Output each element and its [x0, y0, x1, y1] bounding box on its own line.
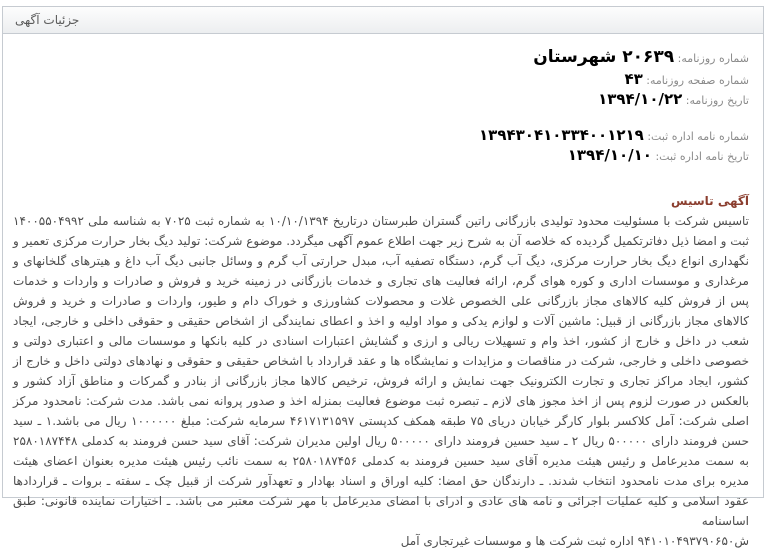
field-registry-letter-date-label: تاریخ نامه اداره ثبت: — [655, 150, 749, 163]
field-registry-letter-date — [13, 146, 749, 166]
field-newspaper-date — [13, 90, 749, 110]
establishment-notice — [13, 192, 749, 551]
field-newspaper-page-value: ۴۳ — [624, 70, 643, 88]
panel-header — [3, 7, 763, 34]
notice-body-text: تاسیس شرکت با مسئولیت محدود تولیدی بازرگانی راتین گستران طبرستان درتاریخ ۱۰/۱۰/۱۳۹۴ به شماره ثبت ۷۰۲۵ به شناسه ملی ۱۴۰۰۵۵۰۴۹۹۲ ثبت و امضا ذیل دفاترتکمیل گردیده که خلاصه آن به شرح زیر جهت اطلاع عموم آگهی میگردد. موضوع شرکت: تولید دیگ بخار حرارت مرکزی تعمیر و نگهداری انواع دیگ بخار حرارت مرکزی، دیگ آب گرم، دستگاه تصفیه آب، مبدل حرارتی آب گرم و وسائل جانبی دیگ آب داغ و هیترهای گلخانهای و مرغداری و موسسات اداری و کوره هوای گرم، ارائه فعالیت های تجاری و خدمات بازرگانی در زمینه خرید و فروش و صادرات و واردات و خدمات پس از فروش کلیه کالاهای مجاز بازرگانی علی الخصوص غلات و محصولات کشاورزی و خوراک دام و طیور، واردات و صادرات و خرید و فروش کالاهای مجاز بازرگانی از قبیل: ماشین آلات و لوازم یدکی و مواد اولیه و اخذ و اعطای نمایندگی از اشخاص حقیقی و حقوقی داخلی و خارجی، ایجاد شعب در داخل و خارج از کشور، اخذ وام و تسهیلات ریالی و ارزی و گشایش اعتبارات اسنادی در کلیه بانکها و موسسات مالی و اعتباری دولتی و خصوصی داخلی و خارجی، شرکت در مناقصات و مزایدات و نمایشگاه ها و عقد قرارداد با اشخاص حقیقی و حقوقی و نهادهای دولتی داخل و خارج از کشور، ایجاد مراکز تجاری و تجارت الکترونیک جهت نمایش و ارائه فروش، ترخیص کالاها مجاز بازرگانی از بنادر و گمرکات و مناطق آزاد کشور و بالعکس در صورت لزوم پس از اخذ مجوز های لازم ـ تبصره ثبت موضوع فعالیت بمنزله اخذ و صدور پروانه نمی باشد. مدت شرکت: نامحدود مرکز اصلی شرکت: آمل کلاکسر بلوار کارگر خیابان دریای ۷۵ طبقه همکف کدپستی ۴۶۱۷۱۳۱۵۹۷ سرمایه شرکت: مبلغ ۱۰۰۰۰۰۰ ریال می باشد.۱ ـ سید حسن فرومند دارای ۵۰۰۰۰۰ ریال ۲ ـ سید حسین فرومند دارای ۵۰۰۰۰۰ ریال اولین مدیران شرکت: آقای سید حسن فرومند به کدملی ۲۵۸۰۱۸۷۴۴۸ به سمت مدیرعامل و رئیس هیئت مدیره آقای سید حسین فرومند به کدملی ۲۵۸۰۱۸۷۴۵۶ به سمت نائب رئیس هیئت مدیره بعنوان اعضای هیئت مدیره برای مدت نامحدود انتخاب شدند. ـ دارندگان حق امضا: کلیه اوراق و اسناد بهادار و تعهدآور شرکت از قبیل چک ـ سفته ـ بروات ـ قراردادها عقود اسلامی و کلیه عملیات اجرائی و نامه های عادی و ادرای با امضای مدیرعامل با مهر شرکت معتبر می باشد. ـ اختیارات نماینده قانونی: طبق اساسنامه — [13, 214, 750, 528]
field-newspaper-date-label: تاریخ روزنامه: — [685, 94, 749, 107]
field-registry-letter-number — [13, 126, 749, 146]
registry-fields — [13, 126, 749, 166]
field-newspaper-page-label: شماره صفحه روزنامه: — [646, 74, 749, 87]
field-newspaper-page — [13, 70, 749, 90]
field-newspaper-number — [13, 46, 749, 70]
notice-footer-text: ش۹۴۱۰۱۰۴۹۳۷۹۰۶۵۰ اداره ثبت شرکت ها و موسسات غیرتجاری آمل — [400, 534, 749, 548]
newspaper-fields — [13, 46, 749, 110]
field-newspaper-number-label: شماره روزنامه: — [677, 52, 749, 65]
ad-details-panel — [2, 6, 764, 548]
field-registry-letter-date-value: ۱۳۹۴/۱۰/۱۰ — [567, 146, 652, 164]
panel-body — [3, 34, 763, 551]
field-registry-letter-number-label: شماره نامه اداره ثبت: — [647, 130, 749, 143]
notice-title: آگهی تاسیس — [670, 194, 749, 208]
field-registry-letter-number-value: ۱۳۹۴۳۰۴۱۰۳۳۴۰۰۱۲۱۹ — [479, 126, 644, 144]
field-newspaper-number-value: ۲۰۶۳۹ شهرستان — [533, 47, 675, 67]
field-newspaper-date-value: ۱۳۹۴/۱۰/۲۲ — [598, 90, 683, 108]
panel-title: جزئیات آگهی — [15, 13, 80, 27]
